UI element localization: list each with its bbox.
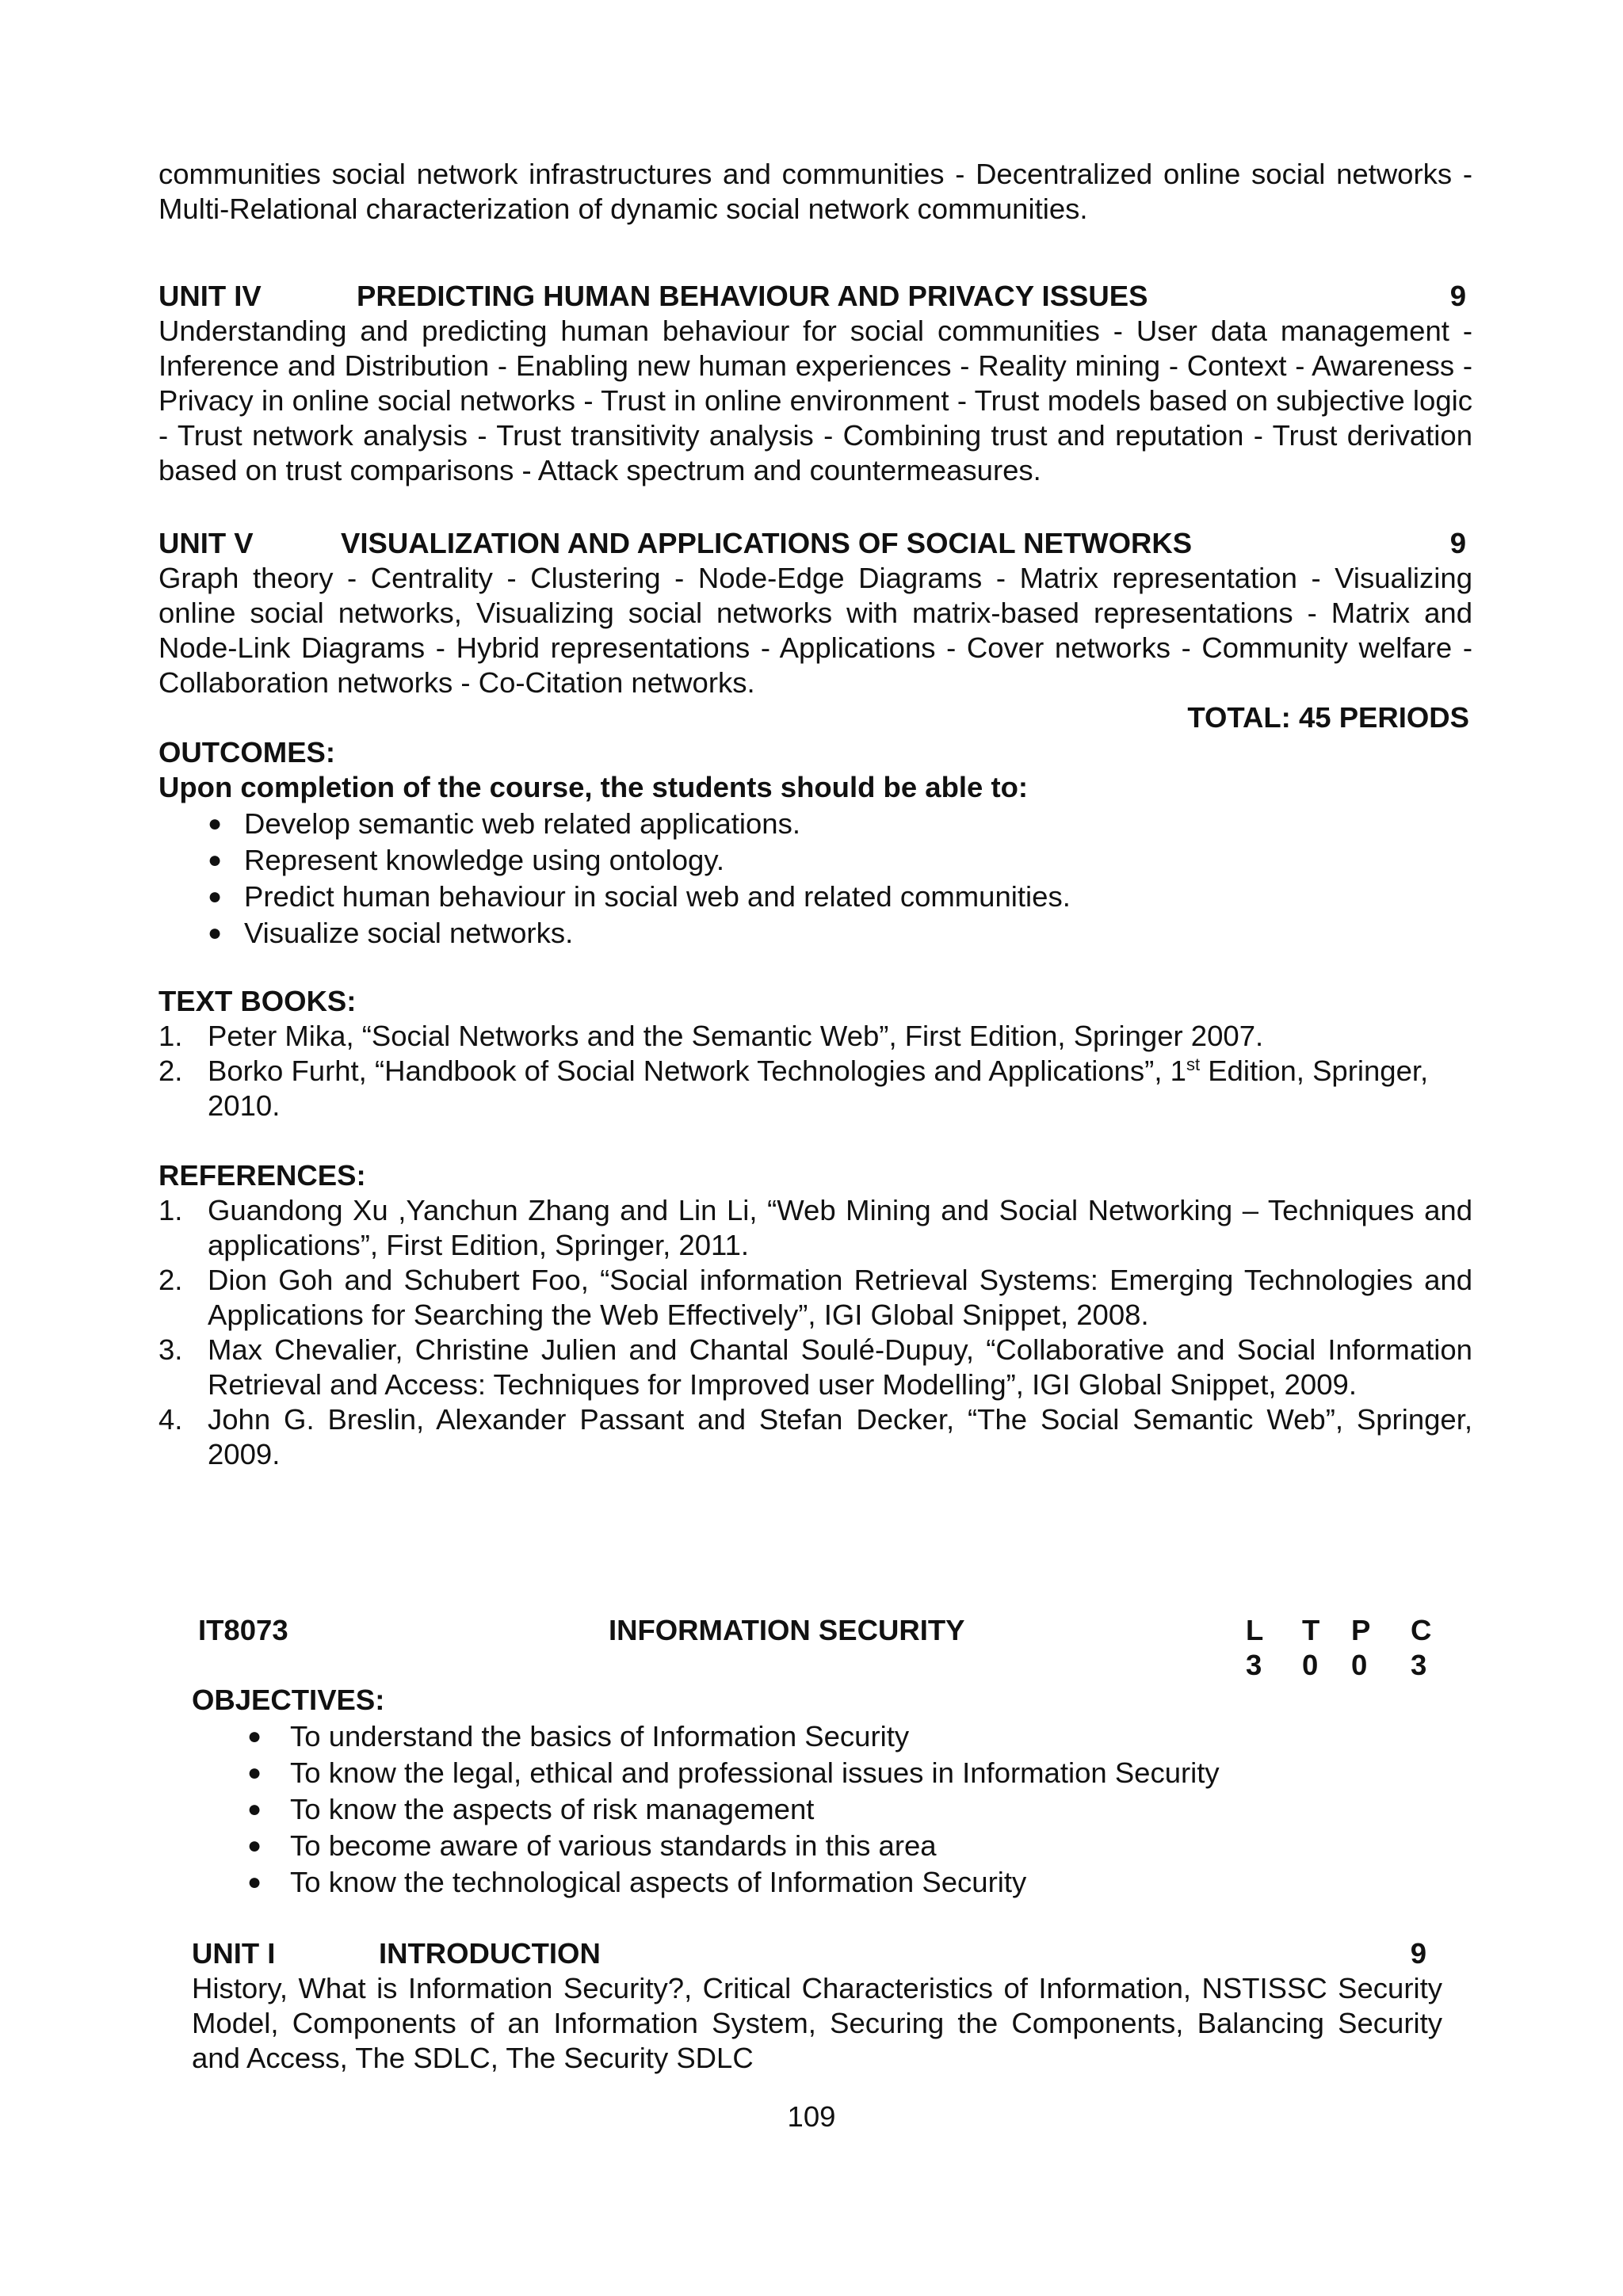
list-item: 1. Peter Mika, “Social Networks and the Semantic Web”, First Edition, Springer 2007.	[158, 1020, 1264, 1052]
unit-4-heading	[158, 279, 1472, 314]
list-item: ● Represent knowledge using ontology.	[208, 844, 725, 876]
unit-5-hours: 9	[1449, 527, 1466, 559]
ltpc-value-c: 3	[1411, 1649, 1427, 1681]
list-item: 4. John G. Breslin, Alexander Passant and Stefan Decker, “The Social Semantic Web”, Springer, 2009.	[158, 1403, 1472, 1470]
ltpc-value-p: 0	[1351, 1649, 1368, 1681]
unit-4-title: PREDICTING HUMAN BEHAVIOUR AND PRIVACY ISSUES	[357, 280, 1148, 312]
references-list	[158, 1193, 1472, 1472]
unit-4-number: UNIT IV	[158, 280, 262, 312]
unit-1-section	[192, 1936, 1442, 2076]
unit-5-title: VISUALIZATION AND APPLICATIONS OF SOCIAL NETWORKS	[341, 527, 1193, 559]
list-item: ● To know the legal, ethical and professional issues in Information Security	[247, 1756, 1220, 1789]
list-item: 2. Dion Goh and Schubert Foo, “Social information Retrieval Systems: Emerging Technologies and Applications for Searching the Web Effectively”, IGI Global Snippet, 2008.	[158, 1264, 1472, 1331]
ltpc-label-c: C	[1411, 1614, 1432, 1646]
references-heading: REFERENCES:	[158, 1159, 366, 1192]
course-code: IT8073	[198, 1614, 288, 1646]
objectives-section	[192, 1683, 1442, 1901]
continuation-paragraph: communities social network infrastructures and communities - Decentralized online social networks - Multi-Relational characterization of dynamic social network communities.	[158, 158, 1472, 225]
outcomes-intro: Upon completion of the course, the students should be able to:	[158, 771, 1029, 803]
objectives-heading: OBJECTIVES:	[192, 1684, 385, 1716]
unit-4-hours: 9	[1449, 280, 1466, 312]
list-item: 2. Borko Furht, “Handbook of Social Network Technologies and Applications”, 1st Edition, Springer, 2010.	[158, 1054, 1429, 1122]
course-title: INFORMATION SECURITY	[609, 1614, 965, 1646]
list-item: ● To know the aspects of risk management	[247, 1793, 815, 1825]
unit-1-heading	[192, 1936, 1442, 1971]
list-item: ● Visualize social networks.	[208, 917, 574, 949]
list-item: ● To understand the basics of Information Security	[247, 1720, 910, 1753]
ltpc-label-t: T	[1302, 1614, 1320, 1646]
list-item: ● To know the technological aspects of Information Security	[247, 1866, 1027, 1898]
unit-1-number: UNIT I	[192, 1937, 276, 1970]
unit-5-number: UNIT V	[158, 527, 254, 559]
list-item: ● Develop semantic web related applications.	[208, 807, 801, 840]
unit-5-heading	[158, 526, 1472, 561]
list-item: 3. Max Chevalier, Christine Julien and Chantal Soulé-Dupuy, “Collaborative and Social Information Retrieval and Access: Techniques for Improved user Modelling”, IGI Global Snippet, 2009.	[158, 1333, 1472, 1401]
unit-5-body: Graph theory - Centrality - Clustering - Node-Edge Diagrams - Matrix representation - Visualizing online social networks, Visualizing social networks with matrix-based representations - Matrix and Node-Link Diagrams - Hybrid representations - Applications - Cover networks - Community welfare - Collaboration networks - Co-Citation networks.	[158, 562, 1472, 699]
ltpc-value-t: 0	[1302, 1649, 1319, 1681]
course-title-row	[198, 1613, 1442, 1648]
ltpc-label-p: P	[1351, 1614, 1371, 1646]
references-section	[158, 1158, 1472, 1472]
list-item: ● Predict human behaviour in social web and related communities.	[208, 880, 1071, 913]
ltpc-values-row	[198, 1648, 1442, 1683]
unit-1-hours: 9	[1410, 1937, 1426, 1970]
unit-1-title: INTRODUCTION	[379, 1937, 601, 1970]
objectives-list	[192, 1719, 1442, 1901]
text-books-heading: TEXT BOOKS:	[158, 985, 357, 1017]
text-books-section	[158, 984, 1472, 1123]
list-item: 1. Guandong Xu ,Yanchun Zhang and Lin Li, “Web Mining and Social Networking – Techniques and applications”, First Edition, Springer, 2011.	[158, 1194, 1472, 1261]
text-books-list	[158, 1019, 1472, 1123]
outcomes-section	[158, 735, 1472, 952]
outcomes-list	[158, 807, 1472, 952]
list-item: ● To become aware of various standards in this area	[247, 1829, 937, 1862]
unit-5-section	[158, 526, 1472, 735]
ltpc-label-l: L	[1246, 1614, 1264, 1646]
unit-4-body: Understanding and predicting human behaviour for social communities - User data management - Inference and Distribution - Enabling new human experiences - Reality mining - Context - Awareness - Privacy in online social networks - Trust in online environment - Trust models based on subjective logic - Trust network analysis - Trust transitivity analysis - Combining trust and reputation - Trust derivation based on trust comparisons - Attack spectrum and countermeasures.	[158, 315, 1472, 486]
total-periods: TOTAL: 45 PERIODS	[1187, 701, 1469, 734]
course-header	[198, 1613, 1442, 1683]
outcomes-heading: OUTCOMES:	[158, 736, 336, 769]
unit-4-section	[158, 279, 1472, 488]
unit-1-body: History, What is Information Security?, Critical Characteristics of Information, NSTISSC Security Model, Components of an Information System, Securing the Components, Balancing Security and Access, The SDLC, The Security SDLC	[192, 1972, 1442, 2074]
ltpc-value-l: 3	[1246, 1649, 1262, 1681]
page-number: 109	[787, 2100, 836, 2133]
